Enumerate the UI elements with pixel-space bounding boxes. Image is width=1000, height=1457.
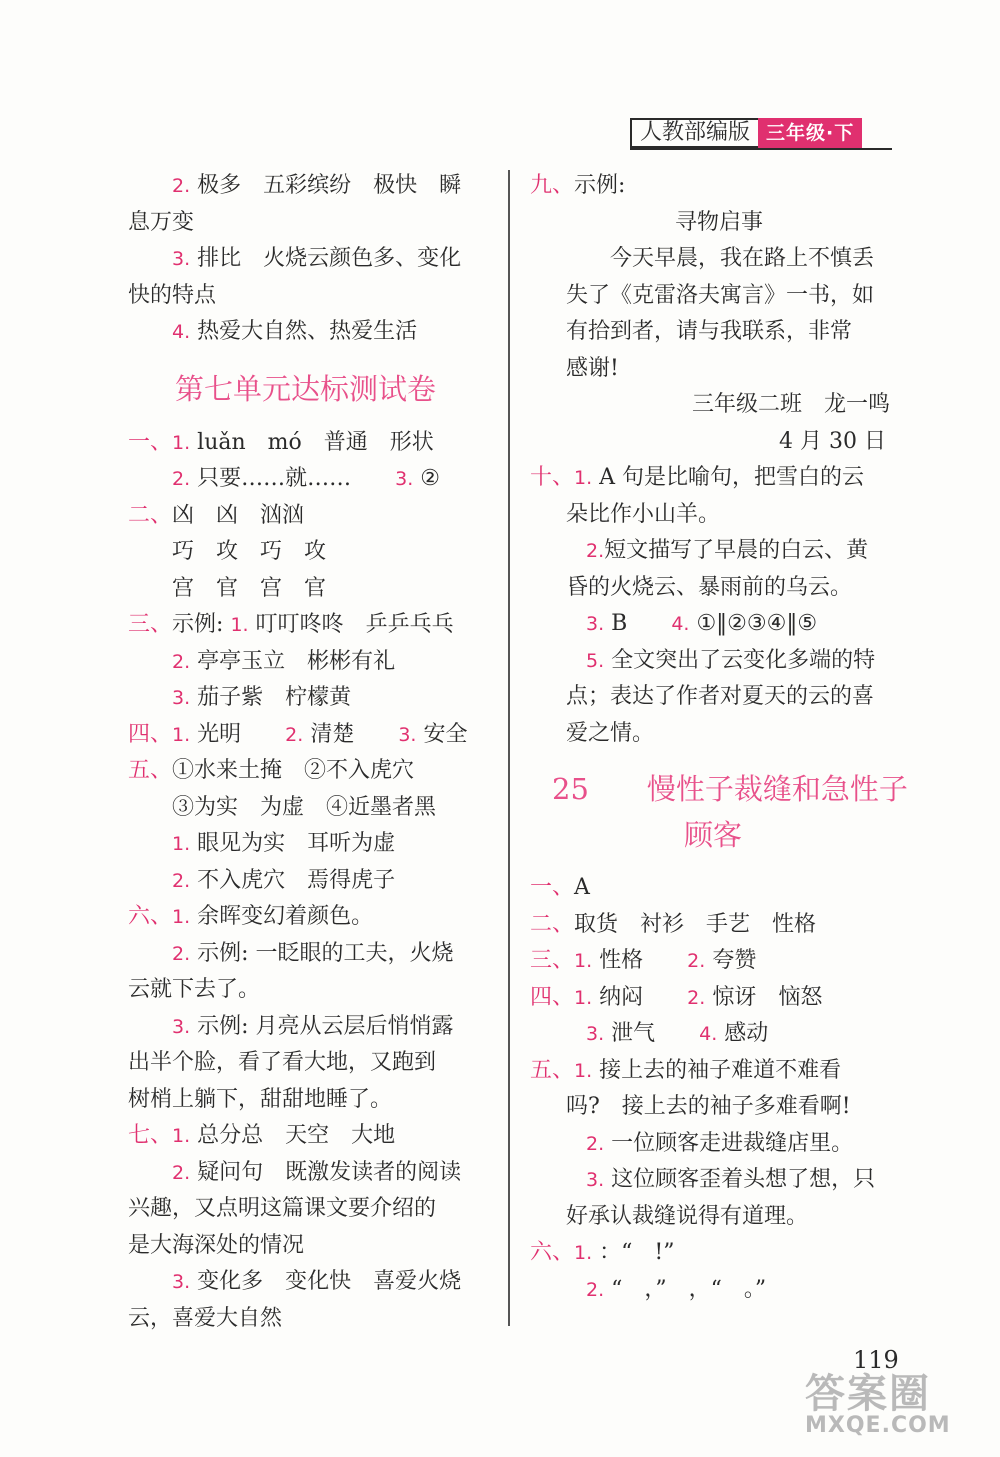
notice-title: 寻物启事	[675, 209, 764, 235]
answer-line: 3. 这位顾客歪着头想了想，只	[586, 1167, 876, 1192]
answer-line: 2. 示例: 一眨眼的工夫，火烧	[172, 940, 454, 966]
answer-line: 2. 只要……就…… 3. ②	[172, 466, 441, 491]
answer-line: 2. 亭亭玉立 彬彬有礼	[172, 648, 396, 674]
answer-line: 2. 一位顾客走进裁缝店里。	[586, 1130, 854, 1156]
column-divider	[508, 170, 510, 1326]
right-column	[530, 168, 908, 1308]
answer-line: 是大海深处的情况	[128, 1232, 305, 1258]
watermark	[805, 1362, 951, 1438]
lesson-title: 25 慢性子裁缝和急性子	[552, 772, 908, 806]
watermark-logo-text: 答案圈	[805, 1371, 931, 1417]
notice-text: 有拾到者，请与我联系，非常	[566, 319, 853, 344]
answer-line: 3. 变化多 变化快 喜爱火烧	[172, 1269, 462, 1294]
notice-text: 感谢!	[566, 355, 619, 381]
lesson-title-cont: 顾客	[683, 818, 742, 852]
answer-line: ③为实 为虚 ④近墨者黑	[172, 794, 437, 820]
answer-line: 2. 极多 五彩缤纷 极快 瞬	[172, 173, 462, 198]
answer-line: 宫 官 宫 官	[172, 575, 327, 601]
answer-line: 2. 疑问句 既激发读者的阅读	[172, 1159, 462, 1185]
lesson-q6: 六、1. ：“ !”	[530, 1240, 675, 1265]
answer-line: 5. 全文突出了云变化多端的特	[586, 647, 876, 673]
answer-line: 吗? 接上去的袖子多难看啊!	[566, 1094, 851, 1119]
answer-line: 云，喜爱大自然	[128, 1305, 283, 1331]
notice-signature: 三年级二班 龙一鸣	[691, 392, 890, 417]
answer-line: 点；表达了作者对夏天的云的喜	[566, 684, 875, 709]
lesson-q1: 一、A	[530, 875, 590, 900]
answer-line: 爱之情。	[566, 720, 655, 746]
left-column	[128, 168, 483, 1337]
grade-badge: 三年级·下	[758, 118, 862, 148]
answer-line: 云就下去了。	[128, 977, 261, 1002]
question-1: 一、1. luǎn mó 普通 形状	[128, 429, 434, 455]
answer-line: 昏的火烧云、暴雨前的乌云。	[566, 574, 853, 600]
question-4: 四、1. 光明 2. 清楚 3. 安全	[128, 721, 468, 747]
notice-date: 4 月 30 日	[779, 428, 886, 454]
notice-text: 失了《克雷洛夫寓言》一书，如	[566, 282, 875, 308]
answer-line: 朵比作小山羊。	[566, 501, 721, 527]
question-7: 七、1. 总分总 天空 大地	[128, 1123, 396, 1148]
answer-line: 息万变	[128, 209, 195, 235]
lesson-q2: 二、取货 衬衫 手艺 性格	[530, 911, 817, 937]
question-10: 十、1. A 句是比喻句，把雪白的云	[530, 465, 865, 490]
answer-line: 2.短文描写了早晨的白云、黄	[586, 538, 869, 563]
question-9: 九、示例:	[530, 173, 626, 198]
answer-line: 出半个脸，看了看大地，又跑到	[128, 1050, 437, 1075]
notice-text: 今天早晨，我在路上不慎丢	[610, 246, 875, 271]
question-3: 三、示例: 1. 叮叮咚咚 乒乒乓乓	[128, 612, 454, 637]
answer-line: 巧 攻 巧 攻	[172, 539, 327, 564]
watermark-url: MXQE.COM	[805, 1413, 951, 1438]
answer-line: 3. B 4. ①‖②③④‖⑤	[586, 611, 818, 636]
answer-line: 快的特点	[128, 282, 217, 308]
answer-line: 2. “ ，” ，“ 。”	[586, 1276, 767, 1302]
lesson-q5: 五、1. 接上去的袖子难道不难看	[530, 1057, 842, 1083]
question-5: 五、①水来土掩 ②不入虎穴	[128, 758, 415, 783]
answer-line: 3. 茄子紫 柠檬黄	[172, 685, 352, 710]
unit-test-title: 第七单元达标测试卷	[174, 371, 436, 406]
question-2: 二、凶 凶 汹汹	[128, 502, 305, 528]
header-rule	[630, 148, 892, 150]
answer-line: 4. 热爱大自然、热爱生活	[172, 319, 418, 344]
answer-line: 兴趣，又点明这篇课文要介绍的	[128, 1196, 437, 1221]
answer-line: 3. 泄气 4. 感动	[586, 1021, 769, 1046]
answer-line: 1. 眼见为实 耳听为虚	[172, 831, 396, 856]
answer-line: 树梢上躺下，甜甜地睡了。	[128, 1086, 393, 1112]
answer-line: 2. 不入虎穴 焉得虎子	[172, 867, 396, 893]
question-6: 六、1. 余晖变幻着颜色。	[128, 904, 374, 929]
page-number: 119	[853, 1346, 899, 1374]
edition-label: 人教部编版	[630, 118, 758, 148]
answer-line: 3. 示例: 月亮从云层后悄悄露	[172, 1013, 454, 1039]
lesson-q3: 三、1. 性格 2. 夸赞	[530, 948, 757, 973]
answer-line: 好承认裁缝说得有道理。	[566, 1203, 809, 1229]
lesson-q4: 四、1. 纳闷 2. 惊讶 恼怒	[530, 984, 823, 1010]
answer-line: 3. 排比 火烧云颜色多、变化	[172, 246, 462, 271]
